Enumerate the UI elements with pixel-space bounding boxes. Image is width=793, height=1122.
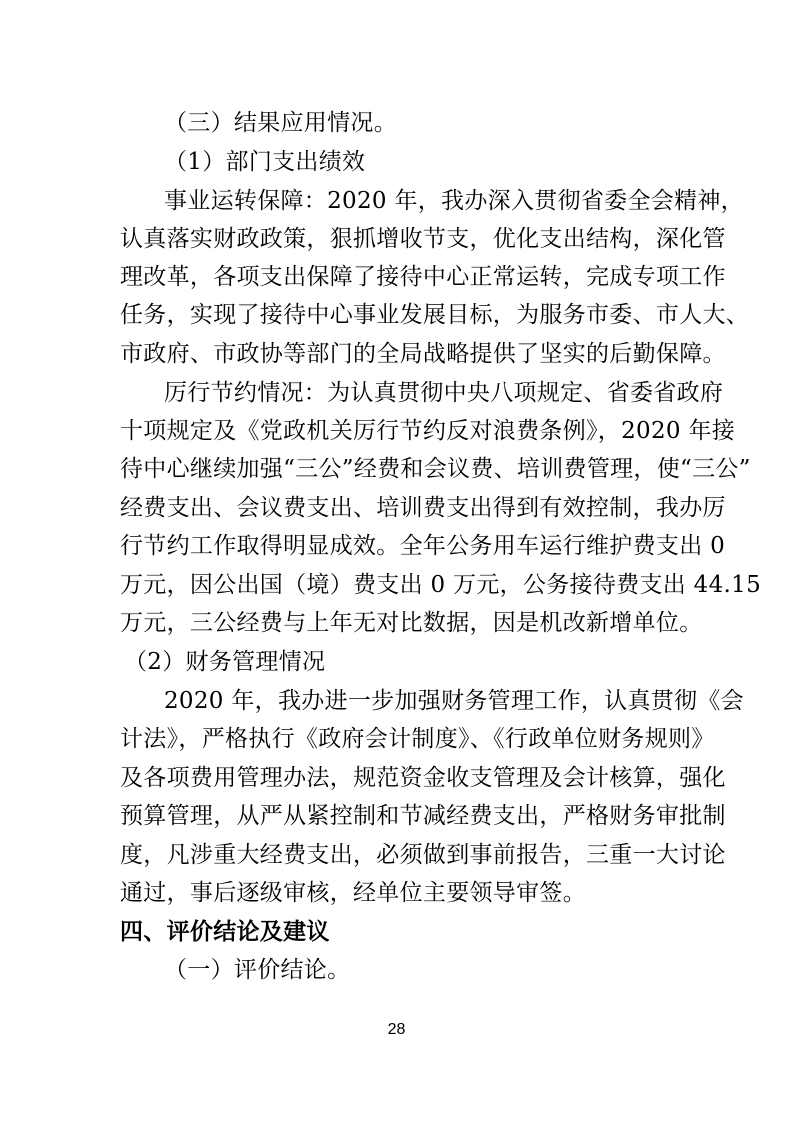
paragraph-line: 待中心继续加强“三公”经费和会议费、培训费管理，使“三公” [120, 456, 751, 482]
paragraph-line: 通过，事后逐级审核，经单位主要领导审签。 [120, 880, 586, 906]
paragraph-line: 十项规定及《党政机关厉行节约反对浪费条例》，2020 年接 [120, 418, 736, 444]
paragraph-line: 经费支出、会议费支出、培训费支出得到有效控制，我办厉 [120, 495, 726, 521]
paragraph-line: 厉行节约情况：为认真贯彻中央八项规定、省委省政府 [164, 380, 724, 406]
paragraph-line: 行节约工作取得明显成效。全年公务用车运行维护费支出 0 [120, 533, 726, 559]
paragraph-line: 度，凡涉重大经费支出，必须做到事前报告，三重一大讨论 [120, 842, 726, 868]
subheading-financial-management: （2）财务管理情况 [124, 649, 326, 675]
paragraph-line: 2020 年，我办进一步加强财务管理工作，认真贯彻《会 [164, 688, 744, 714]
paragraph-line: 任务，实现了接待中心事业发展目标，为服务市委、市人大、 [120, 302, 750, 328]
paragraph-line: 市政府、市政协等部门的全局战略提供了坚实的后勤保障。 [120, 341, 726, 367]
subheading-department-expenditure: （1）部门支出绩效 [164, 149, 366, 175]
paragraph-line: 预算管理，从严从紧控制和节减经费支出，严格财务审批制 [120, 803, 726, 829]
paragraph-line: 万元，因公出国（境）费支出 0 万元，公务接待费支出 44.15 [120, 572, 762, 598]
paragraph-line: 及各项费用管理办法，规范资金收支管理及会计核算，强化 [120, 765, 726, 791]
paragraph-line: 认真落实财政政策，狠抓增收节支，优化支出结构，深化管 [120, 226, 726, 252]
paragraph-line: 万元，三公经费与上年无对比数据，因是机改新增单位。 [120, 610, 703, 636]
page-number: 28 [387, 1021, 406, 1038]
section-heading-results-application: （三）结果应用情况。 [164, 110, 397, 136]
paragraph-line: 计法》，严格执行《政府会计制度》、《行政单位财务规则》 [120, 726, 715, 752]
paragraph-line: 理改革，各项支出保障了接待中心正常运转，完成专项工作 [120, 264, 726, 290]
subheading-evaluation-conclusion: （一）评价结论。 [164, 957, 351, 983]
paragraph-line: 事业运转保障：2020 年，我办深入贯彻省委全会精神， [164, 188, 744, 214]
section-heading-evaluation-conclusion: 四、评价结论及建议 [120, 919, 330, 945]
